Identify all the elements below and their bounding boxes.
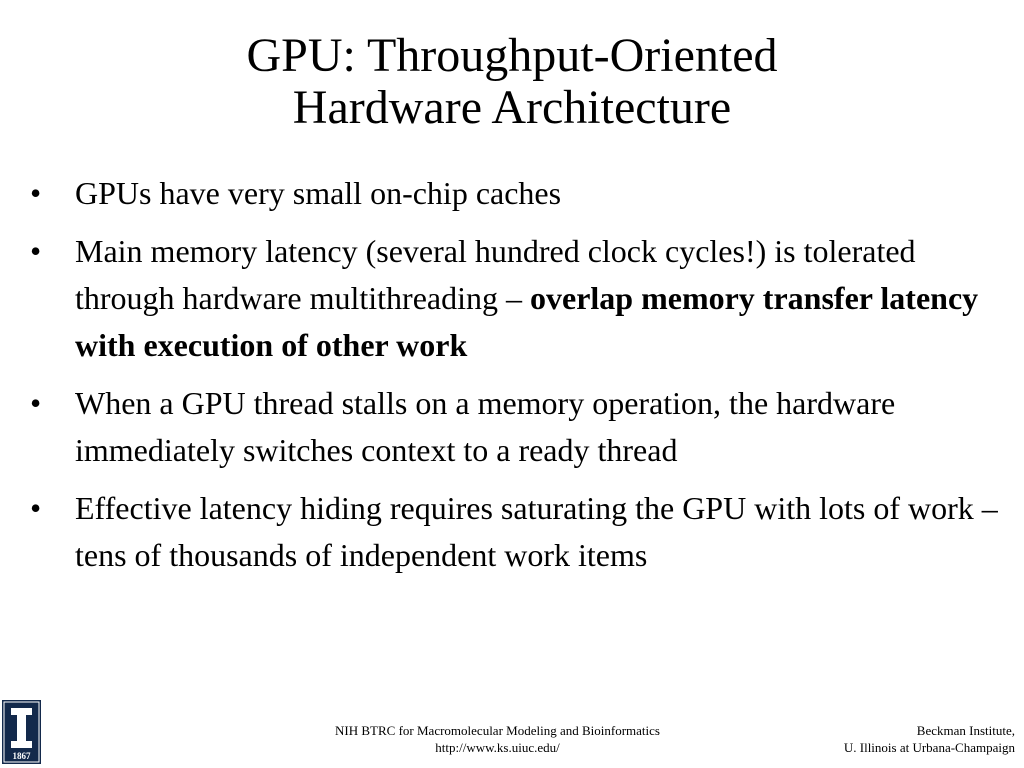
footer-url: http://www.ks.uiuc.edu/	[435, 740, 560, 755]
bullet-list	[30, 170, 1010, 590]
slide-title-line-2: Hardware Architecture	[292, 81, 732, 134]
bullet-icon: •	[30, 490, 42, 526]
bullet-item	[30, 170, 1010, 217]
bullet-item	[30, 485, 1010, 579]
footer-university: U. Illinois at Urbana-Champaign	[843, 740, 1015, 755]
slide-title	[0, 30, 1024, 134]
footer-center	[270, 722, 725, 756]
bullet-text: Effective latency hiding requires saturating the GPU with lots of work – tens of thousands of independent work items	[75, 490, 998, 573]
bullet-item	[30, 380, 1010, 474]
logo-year: 1867	[12, 751, 31, 761]
slide-title-line-1: GPU: Throughput-Oriented	[246, 29, 778, 82]
bullet-item	[30, 228, 1010, 369]
bullet-emphasis-text: overlap memory transfer latency with execution of other work	[75, 280, 979, 363]
bullet-icon: •	[30, 385, 42, 421]
footer-institute: Beckman Institute,	[916, 723, 1015, 738]
footer-organization: NIH BTRC for Macromolecular Modeling and Bioinformatics	[335, 723, 660, 738]
bullet-icon: •	[30, 175, 42, 211]
bullet-icon: •	[30, 233, 42, 269]
university-of-illinois-logo-icon	[2, 700, 41, 764]
bullet-text: When a GPU thread stalls on a memory operation, the hardware immediately switches context to a ready thread	[75, 385, 896, 468]
bullet-text: GPUs have very small on-chip caches	[75, 175, 562, 211]
footer-right	[715, 722, 1015, 756]
bullet-text: Main memory latency (several hundred clock cycles!) is tolerated through hardware multithreading –	[75, 233, 916, 316]
